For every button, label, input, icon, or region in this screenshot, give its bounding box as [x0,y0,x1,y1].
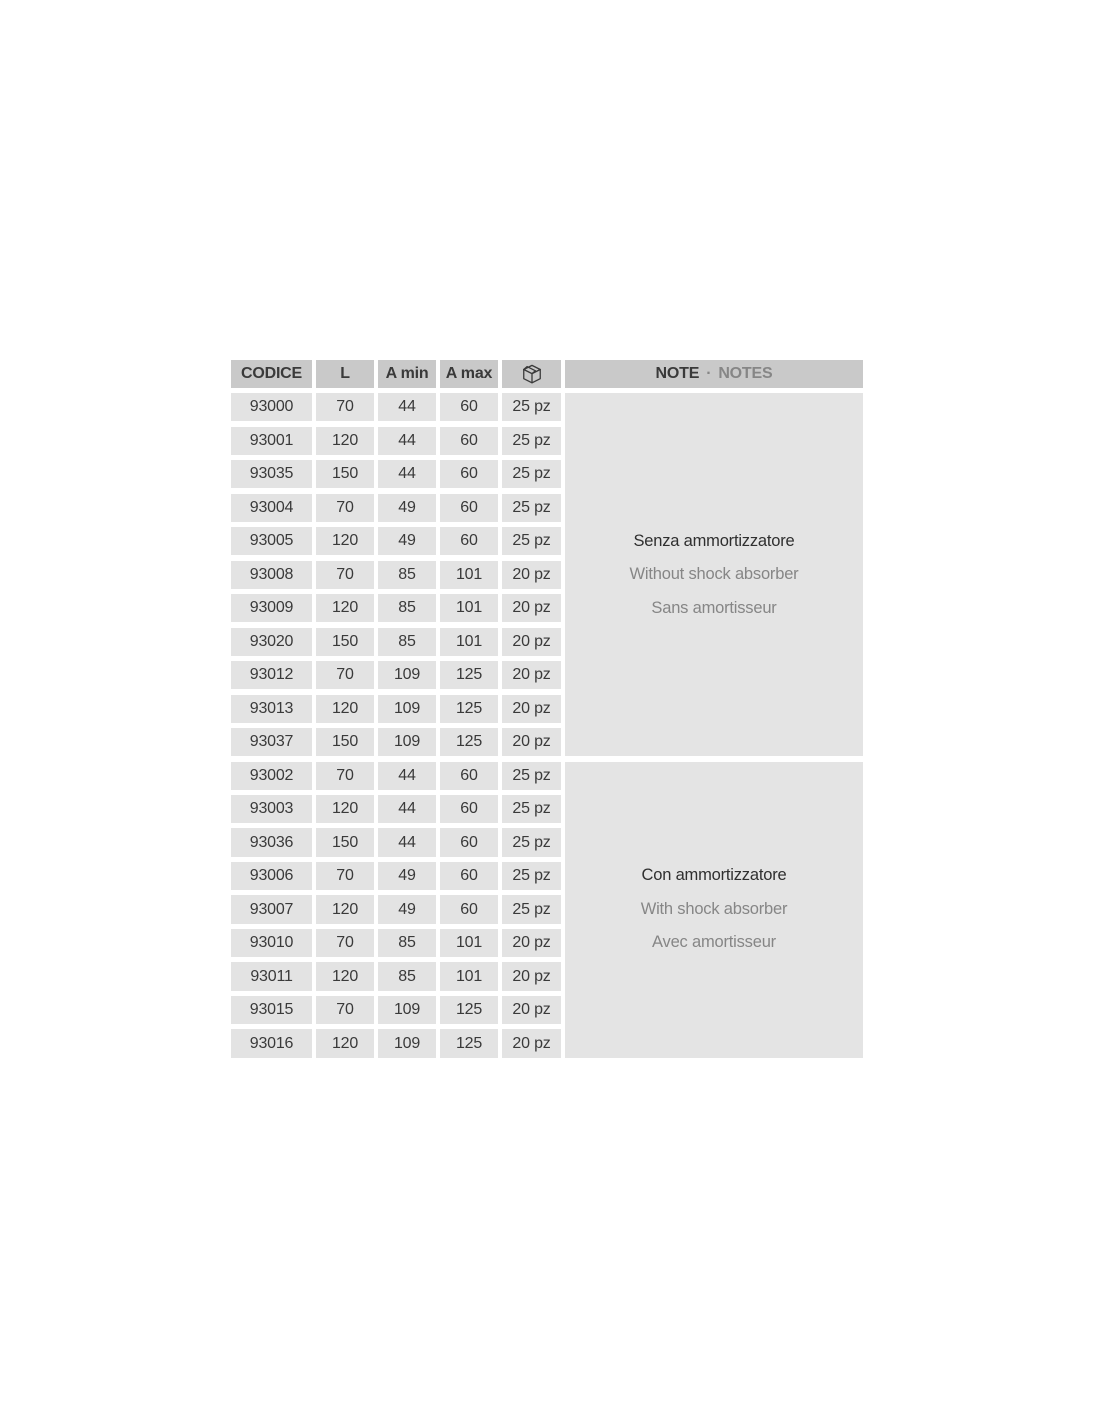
cell-a-max: 101 [440,962,498,990]
cell-qty: 20 pz [502,962,561,990]
cell-a-min: 44 [378,828,436,856]
cell-qty: 25 pz [502,795,561,823]
cell-codice: 93011 [231,962,312,990]
cell-l: 70 [316,862,374,890]
cell-a-min: 85 [378,561,436,589]
cell-a-min: 49 [378,494,436,522]
cell-qty: 20 pz [502,929,561,957]
cell-qty: 20 pz [502,628,561,656]
cell-l: 120 [316,594,374,622]
note-line: Avec amortisseur [652,933,776,952]
col-header-a-max: A max [440,360,498,388]
cell-a-min: 44 [378,460,436,488]
cell-l: 70 [316,762,374,790]
cell-a-max: 60 [440,862,498,890]
col-header-codice: CODICE [231,360,312,388]
note-label-it: NOTE [655,365,700,382]
cell-qty: 20 pz [502,561,561,589]
note-line: With shock absorber [640,899,788,918]
cell-a-min: 49 [378,862,436,890]
note-label-separator: · [706,365,712,382]
cell-qty: 25 pz [502,762,561,790]
cell-qty: 20 pz [502,1029,561,1057]
cell-a-max: 60 [440,895,498,923]
cell-a-max: 125 [440,728,498,756]
col-header-a-min: A min [378,360,436,388]
cell-l: 120 [316,795,374,823]
cell-codice: 93037 [231,728,312,756]
cell-a-min: 49 [378,527,436,555]
cell-codice: 93036 [231,828,312,856]
cell-codice: 93007 [231,895,312,923]
cell-l: 120 [316,895,374,923]
cell-a-max: 60 [440,460,498,488]
cell-codice: 93000 [231,393,312,421]
note-line: Con ammortizzatore [641,866,787,885]
cell-codice: 93020 [231,628,312,656]
cell-codice: 93005 [231,527,312,555]
cell-a-max: 101 [440,929,498,957]
cell-codice: 93015 [231,996,312,1024]
cell-l: 70 [316,393,374,421]
cell-a-min: 85 [378,962,436,990]
cell-l: 70 [316,929,374,957]
cell-a-max: 60 [440,828,498,856]
cell-codice: 93016 [231,1029,312,1057]
cell-codice: 93001 [231,427,312,455]
product-table [231,360,863,1058]
note-line: Sans amortisseur [651,598,777,617]
cell-qty: 20 pz [502,728,561,756]
cell-l: 120 [316,427,374,455]
cell-l: 120 [316,527,374,555]
note-label-en: NOTES [718,365,773,382]
cell-a-max: 60 [440,494,498,522]
cell-qty: 20 pz [502,695,561,723]
cell-qty: 25 pz [502,460,561,488]
cell-qty: 25 pz [502,828,561,856]
cell-a-min: 109 [378,1029,436,1057]
cell-codice: 93009 [231,594,312,622]
cell-l: 120 [316,962,374,990]
cell-a-min: 109 [378,661,436,689]
cell-codice: 93006 [231,862,312,890]
cell-a-min: 109 [378,996,436,1024]
cell-qty: 25 pz [502,427,561,455]
cell-a-max: 101 [440,561,498,589]
cell-l: 150 [316,728,374,756]
cell-l: 70 [316,661,374,689]
cell-codice: 93003 [231,795,312,823]
cell-a-min: 85 [378,929,436,957]
note-panel-group-2 [565,762,863,1058]
cell-qty: 25 pz [502,393,561,421]
cell-a-max: 60 [440,427,498,455]
cell-a-max: 60 [440,795,498,823]
cell-qty: 25 pz [502,527,561,555]
cell-a-min: 49 [378,895,436,923]
cell-l: 120 [316,695,374,723]
col-header-l: L [316,360,374,388]
col-header-package [502,360,561,388]
cell-codice: 93010 [231,929,312,957]
cell-qty: 25 pz [502,895,561,923]
cell-a-max: 60 [440,527,498,555]
cell-codice: 93004 [231,494,312,522]
note-line: Without shock absorber [629,565,799,583]
cell-qty: 20 pz [502,594,561,622]
package-icon [521,363,543,385]
cell-a-max: 101 [440,594,498,622]
cell-qty: 20 pz [502,996,561,1024]
cell-a-min: 44 [378,795,436,823]
cell-l: 120 [316,1029,374,1057]
cell-l: 70 [316,494,374,522]
cell-a-max: 60 [440,762,498,790]
cell-l: 150 [316,828,374,856]
cell-l: 70 [316,561,374,589]
cell-a-max: 60 [440,393,498,421]
cell-qty: 20 pz [502,661,561,689]
cell-codice: 93013 [231,695,312,723]
note-panel-group-1 [565,393,863,756]
cell-codice: 93012 [231,661,312,689]
cell-a-min: 85 [378,594,436,622]
cell-a-max: 101 [440,628,498,656]
cell-a-max: 125 [440,695,498,723]
cell-l: 150 [316,460,374,488]
cell-a-min: 44 [378,393,436,421]
cell-l: 150 [316,628,374,656]
cell-qty: 25 pz [502,862,561,890]
cell-codice: 93035 [231,460,312,488]
cell-a-min: 109 [378,728,436,756]
cell-a-max: 125 [440,661,498,689]
cell-codice: 93008 [231,561,312,589]
cell-a-min: 44 [378,762,436,790]
cell-codice: 93002 [231,762,312,790]
cell-a-max: 125 [440,996,498,1024]
cell-a-min: 44 [378,427,436,455]
cell-qty: 25 pz [502,494,561,522]
col-header-notes [565,360,863,388]
cell-a-min: 85 [378,628,436,656]
cell-l: 70 [316,996,374,1024]
cell-a-max: 125 [440,1029,498,1057]
note-line: Senza ammortizzatore [633,531,795,550]
cell-a-min: 109 [378,695,436,723]
